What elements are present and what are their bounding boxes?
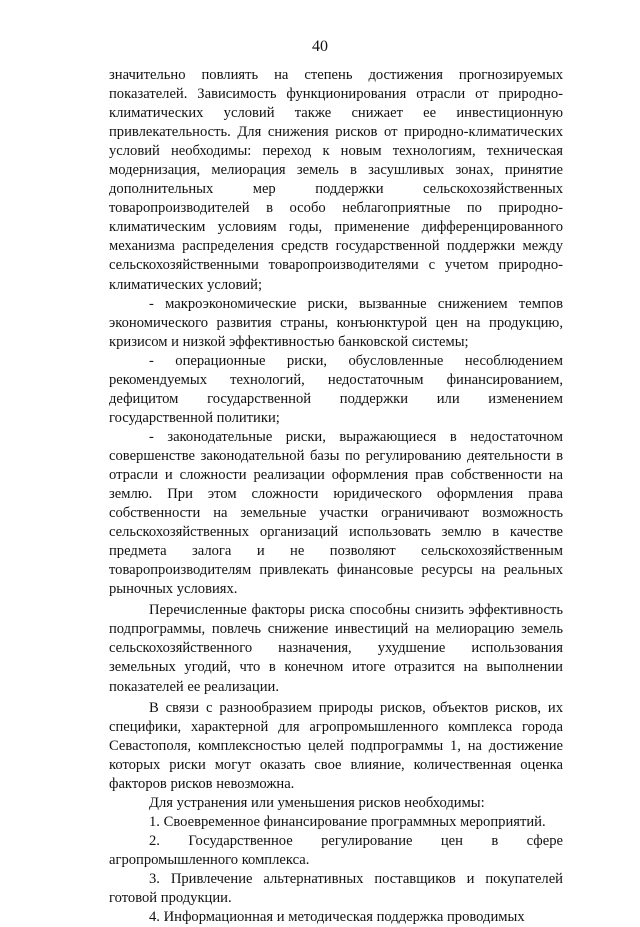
- paragraph: - макроэкономические риски, вызванные снижением темпов экономического развития страны, конъюнктурой цен на продукцию, кризисом и низкой эффективностью банковской системы;: [109, 295, 563, 350]
- paragraph: Для устранения или уменьшения рисков необходимы:: [149, 794, 485, 811]
- paragraph: Перечисленные факторы риска способны снизить эффективность подпрограммы, повлечь снижение инвестиций на мелиорацию земель сельскохозяйственного назначения, ухудшение использования земельных угодий, что в конечном итоге отразится на выполнении показателей ее реализации.: [109, 602, 563, 695]
- paragraph: В связи с разнообразием природы рисков, объектов рисков, их специфики, характерной для агропромышленного комплекса города Севастополя, комплексностью целей подпрограммы 1, на достижение которых риски могут оказать свое влияние, количественная оценка факторов рисков невозможна.: [109, 699, 563, 792]
- paragraph: - операционные риски, обусловленные несоблюдением рекомендуемых технологий, недостаточным финансированием, дефицитом государственной поддержки или изменением государственной политики;: [109, 352, 563, 426]
- list-item: 3. Привлечение альтернативных поставщиков и покупателей готовой продукции.: [109, 870, 563, 907]
- body-text: [109, 66, 563, 927]
- page-number: 40: [312, 38, 328, 55]
- list-item: 2. Государственное регулирование цен в сфере агропромышленного комплекса.: [109, 832, 563, 868]
- paragraph: значительно повлиять на степень достижения прогнозируемых показателей. Зависимость функционирования отрасли от природно-климатических условий также снижает ее инвестиционную привлекательность. Для снижения рисков от природно-климатических условий необходимы: переход к новым технологиям, техническая модернизация, мелиорация земель в засушливых зонах, принятие дополнительных мер поддержки сельскохозяйственных товаропроизводителей в особо неблагоприятные по природно-климатическим условиям годы, применение дифференцированного механизма распределения средств государственной поддержки между сельскохозяйственными товаропроизводителями с учетом природно-климатических условий;: [109, 67, 563, 293]
- paragraph: - законодательные риски, выражающиеся в недостаточном совершенстве законодательной базы по регулированию деятельности в отрасли и сложности реализации оформления прав собственности на землю. При этом сложности юридического оформления права собственности на земельные участки ограничивают возможность сельскохозяйственных организаций использовать землю в качестве предмета залога и не позволяют сельскохозяйственным товаропроизводителям привлекать финансовые ресурсы на реальных рыночных условиях.: [109, 428, 563, 598]
- list-item: 4. Информационная и методическая поддержка проводимых: [149, 909, 525, 926]
- list-item: 1. Своевременное финансирование программных мероприятий.: [149, 813, 546, 830]
